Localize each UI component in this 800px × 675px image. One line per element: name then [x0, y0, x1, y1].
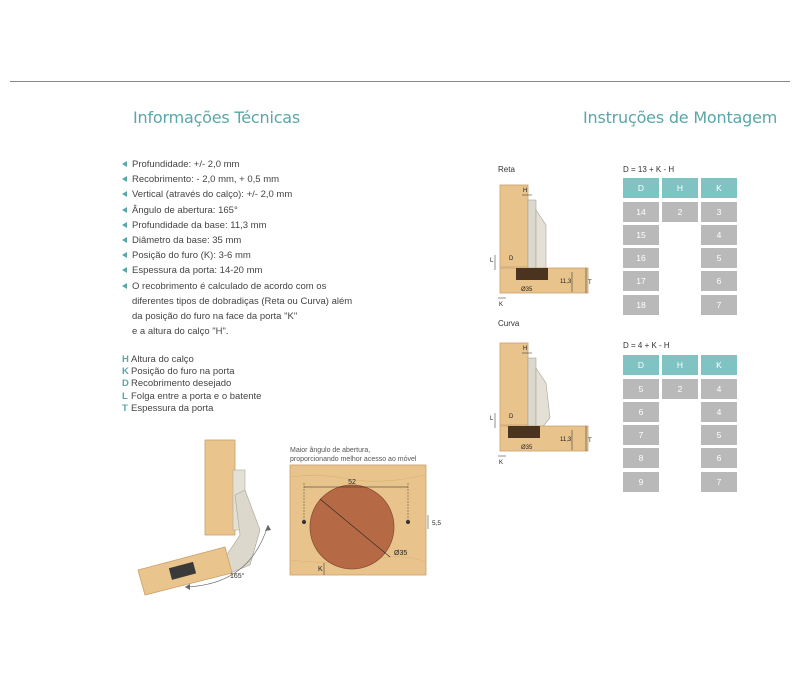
dim-55-label: 5,5: [432, 520, 442, 527]
cell-k: 7: [701, 472, 737, 492]
curva-formula: D = 4 + K - H: [623, 341, 670, 350]
legend-item: H Altura do calço: [122, 354, 194, 365]
cabinet-side: [500, 343, 528, 425]
dim-base-diameter: Ø35: [521, 287, 533, 293]
header-d: D: [623, 355, 659, 375]
cell-k: 5: [701, 248, 737, 268]
hinge-arm: [536, 210, 546, 272]
dim-d: D: [509, 256, 514, 262]
legend: [122, 354, 261, 415]
bullet-triangle-icon: [122, 222, 127, 228]
cell-d: 16: [623, 248, 659, 268]
dim-l: L: [490, 258, 494, 264]
cell-k: 6: [701, 271, 737, 291]
top-divider: [10, 81, 790, 82]
dim-d: D: [509, 414, 514, 420]
dim-base-depth: 11,3: [560, 279, 572, 285]
cell-k: 3: [701, 202, 737, 222]
curva-hinge-diagram: [488, 338, 603, 466]
legend-item: L Folga entre a porta e o batente: [122, 390, 262, 402]
reta-hinge-diagram: [488, 180, 603, 308]
legend-item: K Posição do furo na porta: [122, 366, 235, 378]
header-k: K: [701, 355, 737, 375]
cell-k: 5: [701, 425, 737, 445]
curva-label: Curva: [498, 319, 520, 328]
bullet-triangle-icon: [122, 283, 127, 289]
dim-base-depth: 11,3: [560, 437, 572, 443]
cell-d: 15: [623, 225, 659, 245]
dim-base-diameter: Ø35: [521, 445, 533, 451]
dim-t: T: [588, 280, 592, 286]
cell-d: 8: [623, 448, 659, 468]
hinge-body: [528, 200, 536, 272]
cell-k: 7: [701, 295, 737, 315]
cabinet-side: [500, 185, 528, 267]
cup-hole: [310, 485, 394, 569]
header-k: K: [701, 178, 737, 198]
bullet-triangle-icon: [122, 237, 127, 243]
cell-k: 6: [701, 448, 737, 468]
dim-52-label: 52: [348, 479, 356, 486]
spec-item: Recobrimento: - 2,0 mm, + 0,5 mm: [122, 172, 352, 187]
dim-l: L: [490, 416, 494, 422]
cell-h: 2: [662, 202, 698, 222]
hinge-opening-illustration: [130, 435, 280, 600]
bullet-triangle-icon: [122, 207, 127, 213]
angle-label: 165°: [230, 573, 245, 580]
cabinet-side-panel: [205, 440, 235, 535]
cell-k: 4: [701, 225, 737, 245]
max-angle-note: Maior ângulo de abertura, proporcionando melhor acesso ao móvel: [290, 447, 417, 463]
spec-item: Ângulo de abertura: 165°: [122, 203, 352, 218]
cell-d: 14: [623, 202, 659, 222]
dim-k: K: [499, 460, 504, 466]
reta-formula: D = 13 + K - H: [623, 165, 675, 174]
spec-item: Posição do furo (K): 3-6 mm: [122, 248, 352, 263]
cell-k: 4: [701, 379, 737, 399]
cell-k: 4: [701, 402, 737, 422]
hinge-arm-curved: [536, 368, 550, 430]
header-h: H: [662, 355, 698, 375]
header-h: H: [662, 178, 698, 198]
legend-item: T Espessura da porta: [122, 402, 214, 414]
spec-item: Diâmetro da base: 35 mm: [122, 233, 352, 248]
spec-item: Espessura da porta: 14-20 mm: [122, 263, 352, 278]
hinge-body: [528, 358, 536, 430]
legend-item: D Recobrimento desejado: [122, 378, 232, 390]
bullet-triangle-icon: [122, 161, 127, 167]
spec-item: Vertical (através do calço): +/- 2,0 mm: [122, 187, 352, 202]
cell-d: 7: [623, 425, 659, 445]
cell-d: 5: [623, 379, 659, 399]
cell-d: 17: [623, 271, 659, 291]
dim-h: H: [523, 188, 528, 194]
cell-d: 6: [623, 402, 659, 422]
dim-h: H: [523, 346, 528, 352]
spec-list: [122, 157, 352, 339]
bullet-triangle-icon: [122, 191, 127, 197]
header-d: D: [623, 178, 659, 198]
cell-h: 2: [662, 379, 698, 399]
arc-arrow-icon: [265, 525, 271, 531]
dim-t: T: [588, 438, 592, 444]
dim-35-label: Ø35: [394, 550, 408, 557]
bullet-triangle-icon: [122, 267, 127, 273]
dim-k: K: [499, 302, 504, 308]
drilling-detail: [290, 465, 440, 580]
cell-d: 18: [623, 295, 659, 315]
right-section-title: Instruções de Montagem: [583, 108, 778, 127]
left-section-title: Informações Técnicas: [133, 108, 301, 127]
cup-recess: [508, 426, 540, 438]
cup-recess: [516, 268, 548, 280]
spec-item: Profundidade: +/- 2,0 mm: [122, 157, 352, 172]
spec-item-recobrimento: O recobrimento é calculado de acordo com os diferentes tipos de dobradiças (Reta ou Curva) além da posição do furo na face da porta "K" e a altura do calço "H".: [122, 279, 352, 340]
bullet-triangle-icon: [122, 176, 127, 182]
spec-item: Profundidade da base: 11,3 mm: [122, 218, 352, 233]
dim-k-label: K: [318, 566, 323, 573]
bullet-triangle-icon: [122, 252, 127, 258]
reta-label: Reta: [498, 165, 515, 174]
cell-d: 9: [623, 472, 659, 492]
